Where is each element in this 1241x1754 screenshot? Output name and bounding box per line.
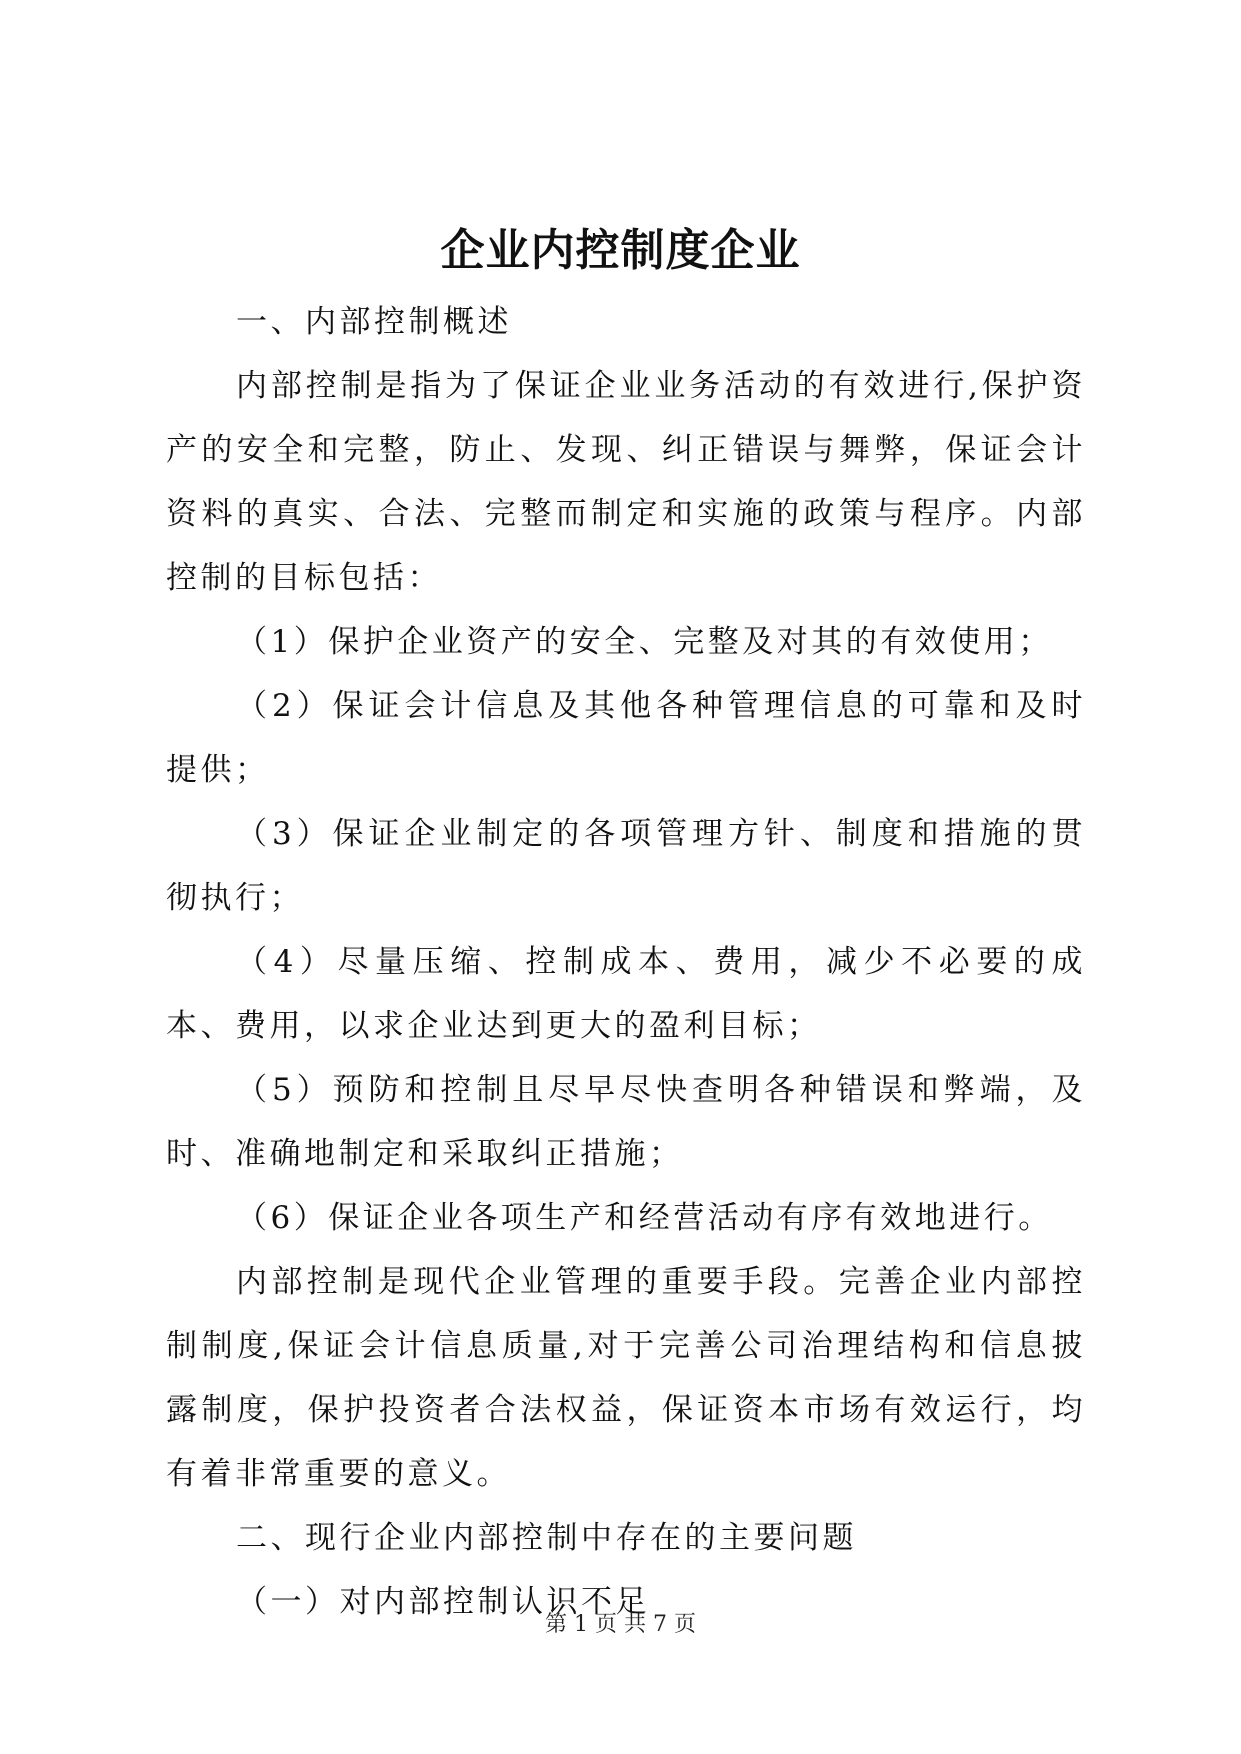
subsection-heading-1: （一）对内部控制认识不足 bbox=[236, 1584, 650, 1620]
document-body bbox=[166, 290, 1086, 1634]
list-item-4: （4）尽量压缩、控制成本、费用，减少不必要的成本、费用，以求企业达到更大的盈利目标； bbox=[166, 944, 1086, 1044]
document-title: 企业内控制度企业 bbox=[440, 225, 801, 276]
page-number-footer: 第 1 页 共 7 页 bbox=[545, 1612, 696, 1637]
list-item-6: （6）保证企业各项生产和经营活动有序有效地进行。 bbox=[236, 1200, 1053, 1236]
list-item-5: （5）预防和控制且尽早尽快查明各种错误和弊端，及时、准确地制定和采取纠正措施； bbox=[166, 1072, 1086, 1172]
list-item-3: （3）保证企业制定的各项管理方针、制度和措施的贯彻执行； bbox=[166, 816, 1086, 916]
section-heading-overview: 一、内部控制概述 bbox=[236, 304, 512, 340]
paragraph-definition: 内部控制是指为了保证企业业务活动的有效进行,保护资产的安全和完整，防止、发现、纠正错误与舞弊，保证会计资料的真实、合法、完整而制定和实施的政策与程序。内部控制的目标包括： bbox=[166, 368, 1086, 596]
list-item-2: （2）保证会计信息及其他各种管理信息的可靠和及时提供； bbox=[166, 688, 1086, 788]
section-heading-problems: 二、现行企业内部控制中存在的主要问题 bbox=[236, 1520, 857, 1556]
paragraph-importance: 内部控制是现代企业管理的重要手段。完善企业内部控制制度,保证会计信息质量,对于完善公司治理结构和信息披露制度，保护投资者合法权益，保证资本市场有效运行，均有着非常重要的意义。 bbox=[166, 1264, 1086, 1492]
list-item-1: （1）保护企业资产的安全、完整及对其的有效使用； bbox=[236, 624, 1053, 660]
